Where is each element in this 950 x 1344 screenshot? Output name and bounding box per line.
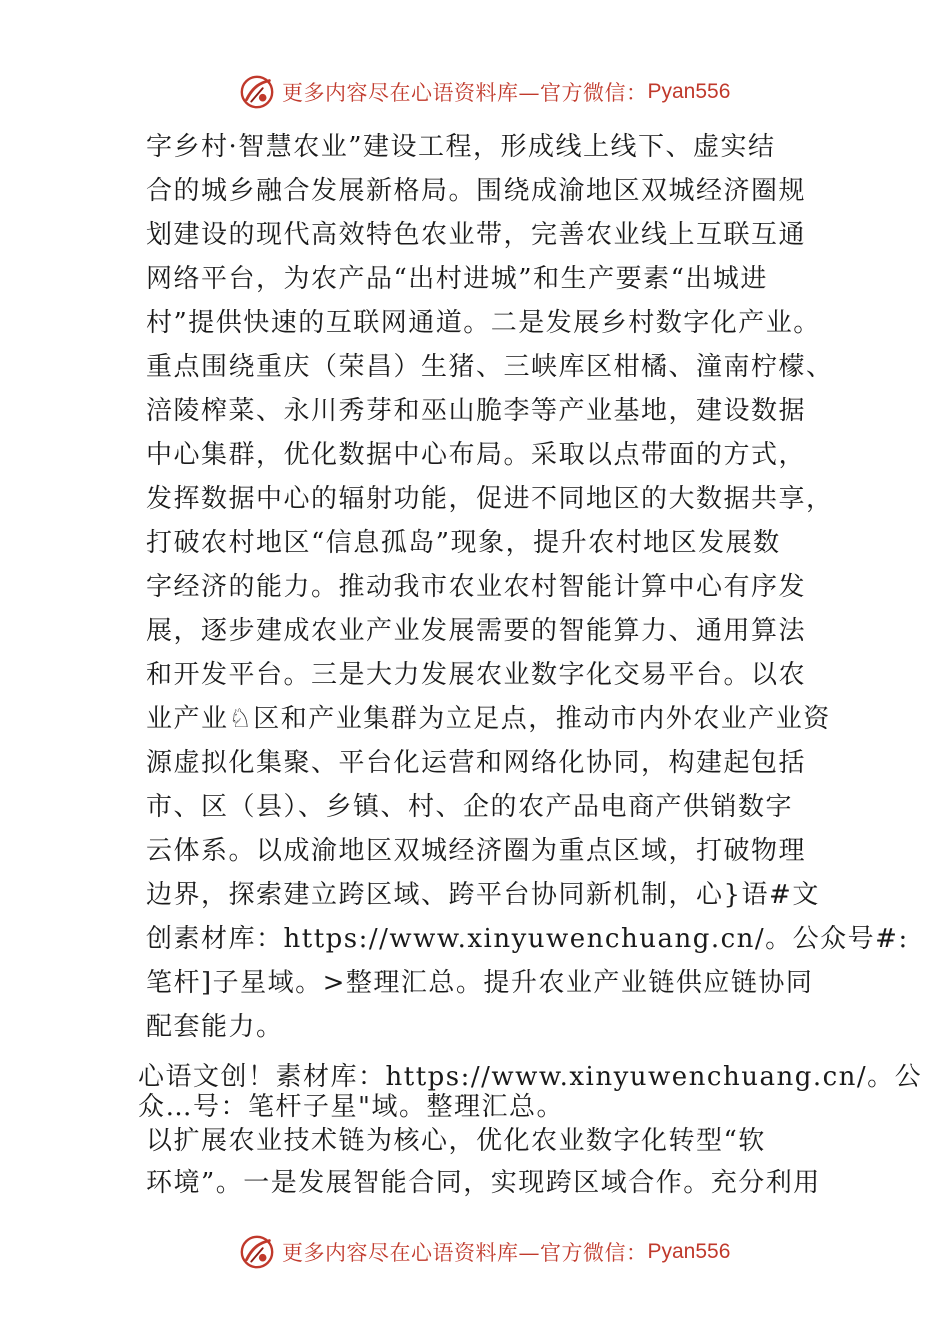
footer-banner	[238, 1230, 758, 1274]
body-line: 字经济的能力。推动我市农业农村智能计算中心有序发	[146, 572, 807, 602]
body-line: 打破农村地区“信息孤岛”现象，提升农村地区发展数	[146, 528, 781, 558]
footer-banner-text: 更多内容尽在心语资料库—官方微信：	[282, 1241, 648, 1265]
header-banner-text: 更多内容尽在心语资料库—官方微信：	[282, 81, 648, 105]
body-line: 合的城乡融合发展新格局。围绕成渝地区双城经济圈规	[146, 176, 807, 206]
body-line: 创素材库：https://www.xinyuwenchuang.cn/。公众号#:	[146, 924, 909, 954]
body-line: 配套能力。	[146, 1012, 284, 1042]
body-line: 业产业♘区和产业集群为立足点，推动市内外农业产业资	[146, 704, 831, 734]
body-line: 重点围绕重庆（荣昌）生猪、三峡库区柑橘、潼南柠檬、	[146, 352, 834, 382]
body-line: 以扩展农业技术链为核心，优化农业数字化转型“软	[146, 1126, 766, 1156]
header-banner-handle: Pyan556	[647, 80, 731, 103]
body-line: 划建设的现代高效特色农业带，完善农业线上互联互通	[146, 220, 807, 250]
body-line: 发挥数据中心的辐射功能，促进不同地区的大数据共享，	[146, 484, 834, 514]
body-line: 网络平台，为农产品“出村进城”和生产要素“出城进	[146, 264, 768, 294]
watermark-line: 众…号：笔杆子星"域。整理汇总。	[138, 1092, 564, 1122]
header-banner	[238, 70, 758, 114]
body-line: 边界，探索建立跨区域、跨平台协同新机制，心}语#文	[146, 880, 820, 910]
body-line: 市、区（县）、乡镇、村、企的农产品电商产供销数字	[146, 792, 794, 822]
xinyu-logo-icon	[238, 73, 276, 111]
body-line: 环境”。一是发展智能合同，实现跨区域合作。充分利用	[146, 1168, 821, 1198]
body-line: 源虚拟化集聚、平台化运营和网络化协同，构建起包括	[146, 748, 807, 778]
body-line: 展，逐步建成农业产业发展需要的智能算力、通用算法	[146, 616, 807, 646]
body-line: 和开发平台。三是大力发展农业数字化交易平台。以农	[146, 660, 807, 690]
body-line: 字乡村·智慧农业”建设工程，形成线上线下、虚实结	[146, 132, 776, 162]
body-line: 涪陵榨菜、永川秀芽和巫山脆李等产业基地，建设数据	[146, 396, 807, 426]
body-line: 云体系。以成渝地区双城经济圈为重点区域，打破物理	[146, 836, 807, 866]
xinyu-logo-icon	[238, 1233, 276, 1271]
watermark-line: 心语文创！素材库：https://www.xinyuwenchuang.cn/。公	[138, 1062, 923, 1092]
body-line: 中心集群，优化数据中心布局。采取以点带面的方式，	[146, 440, 807, 470]
body-line: 笔杆]子星域。>整理汇总。提升农业产业链供应链协同	[146, 968, 814, 998]
body-line: 村”提供快速的互联网通道。二是发展乡村数字化产业。	[146, 308, 821, 338]
footer-banner-handle: Pyan556	[647, 1240, 731, 1263]
